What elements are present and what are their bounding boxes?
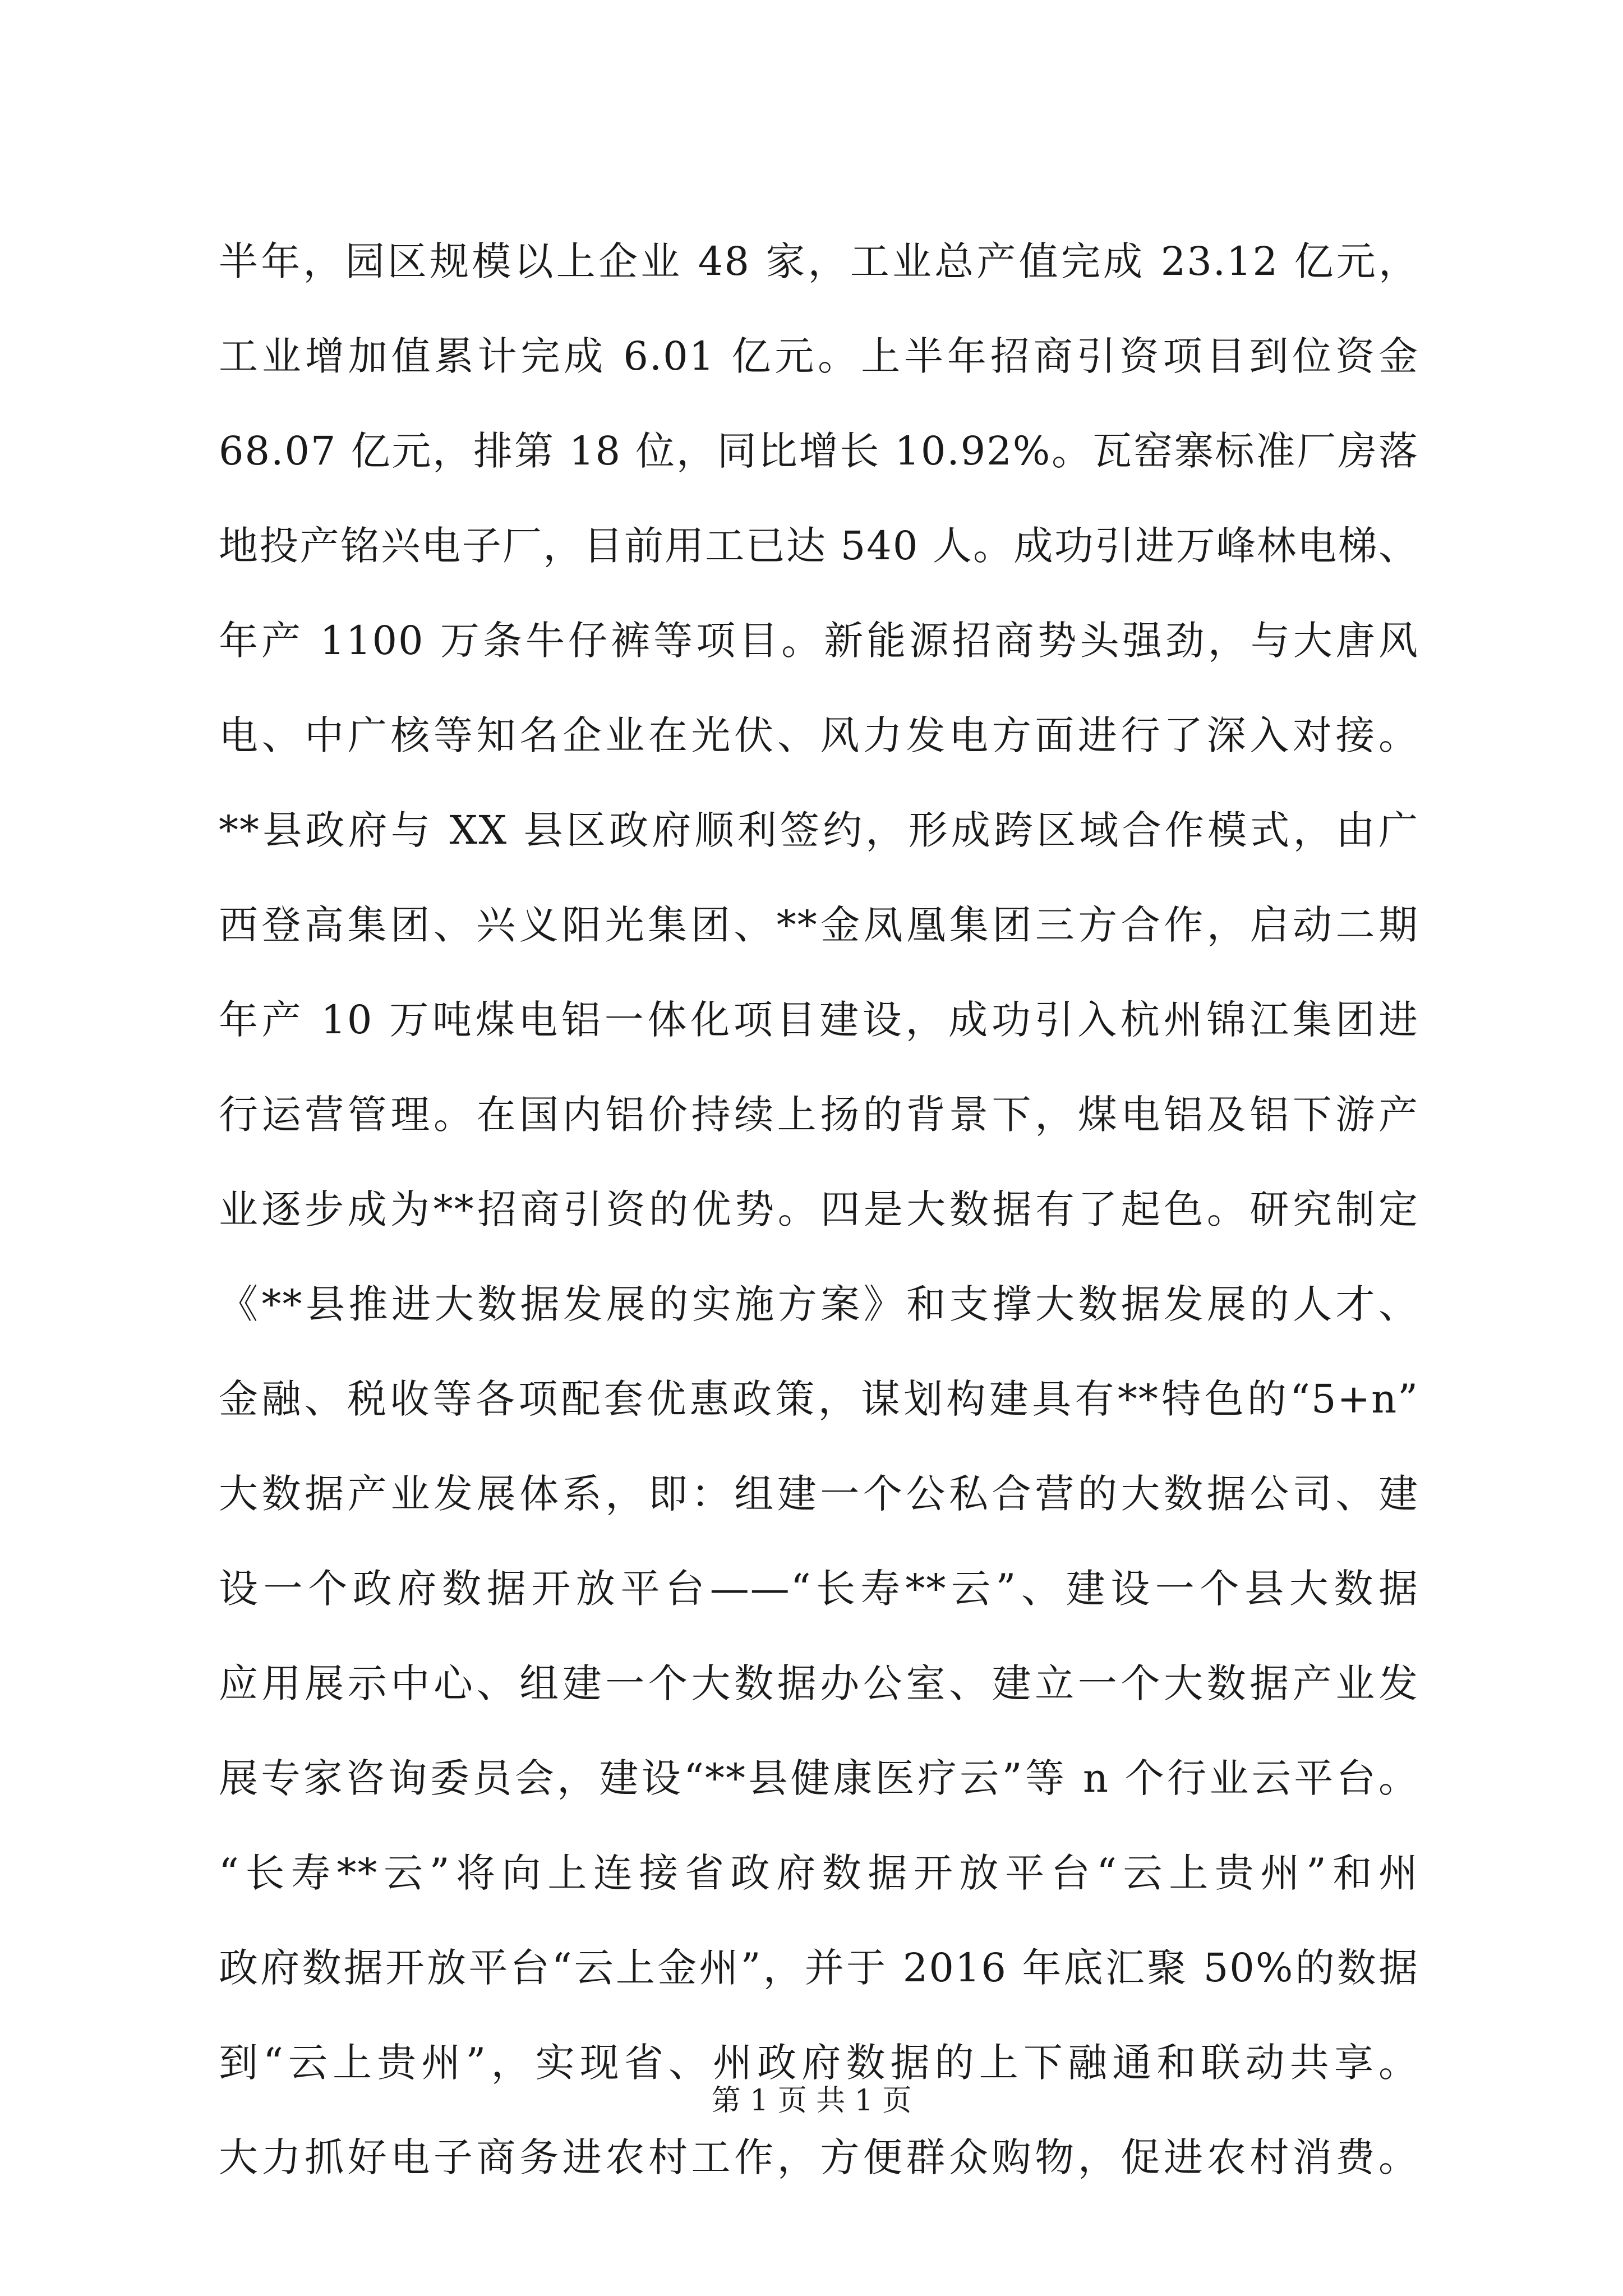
text-line-16: 应用展示中心、组建一个大数据办公室、建立一个大数据产业发: [219, 1660, 1419, 1706]
text-line-13: 金融、税收等各项配套优惠政策，谋划构建具有**特色的“5+n”: [219, 1376, 1419, 1422]
text-line-19: 政府数据开放平台“云上金州”，并于 2016 年底汇聚 50%的数据: [219, 1945, 1419, 1991]
text-line-5: 年产 1100 万条牛仔裤等项目。新能源招商势头强劲，与大唐风: [219, 618, 1419, 664]
text-line-11: 业逐步成为**招商引资的优势。四是大数据有了起色。研究制定: [219, 1186, 1419, 1232]
text-line-15: 设一个政府数据开放平台——“长寿**云”、建设一个县大数据: [219, 1566, 1419, 1612]
text-line-3: 68.07 亿元，排第 18 位，同比增长 10.92%。瓦窑寨标准厂房落: [219, 428, 1419, 474]
text-line-14: 大数据产业发展体系，即：组建一个公私合营的大数据公司、建: [219, 1471, 1419, 1517]
text-line-17: 展专家咨询委员会，建设“**县健康医疗云”等 n 个行业云平台。: [219, 1755, 1419, 1801]
text-line-18: “长寿**云”将向上连接省政府数据开放平台“云上贵州”和州: [219, 1850, 1419, 1896]
text-line-8: 西登高集团、兴义阳光集团、**金凤凰集团三方合作，启动二期: [219, 902, 1419, 948]
text-line-2: 工业增加值累计完成 6.01 亿元。上半年招商引资项目到位资金: [219, 333, 1419, 379]
text-line-9: 年产 10 万吨煤电铝一体化项目建设，成功引入杭州锦江集团进: [219, 997, 1419, 1043]
text-line-7: **县政府与 XX 县区政府顺利签约，形成跨区域合作模式，由广: [219, 807, 1419, 853]
text-line-4: 地投产铭兴电子厂，目前用工已达 540 人。成功引进万峰林电梯、: [219, 523, 1419, 569]
text-line-1: 半年，园区规模以上企业 48 家，工业总产值完成 23.12 亿元，: [219, 238, 1419, 284]
text-line-20: 到“云上贵州”，实现省、州政府数据的上下融通和联动共享。: [219, 2040, 1419, 2086]
text-line-6: 电、中广核等知名企业在光伏、风力发电方面进行了深入对接。: [219, 712, 1419, 758]
text-line-12: 《**县推进大数据发展的实施方案》和支撑大数据发展的人才、: [219, 1281, 1419, 1327]
body-text: [219, 214, 1419, 2205]
text-line-21: 大力抓好电子商务进农村工作，方便群众购物，促进农村消费。: [219, 2134, 1419, 2180]
page-footer: 第 1 页 共 1 页: [711, 2084, 912, 2118]
text-line-10: 行运营管理。在国内铝价持续上扬的背景下，煤电铝及铝下游产: [219, 1092, 1419, 1138]
